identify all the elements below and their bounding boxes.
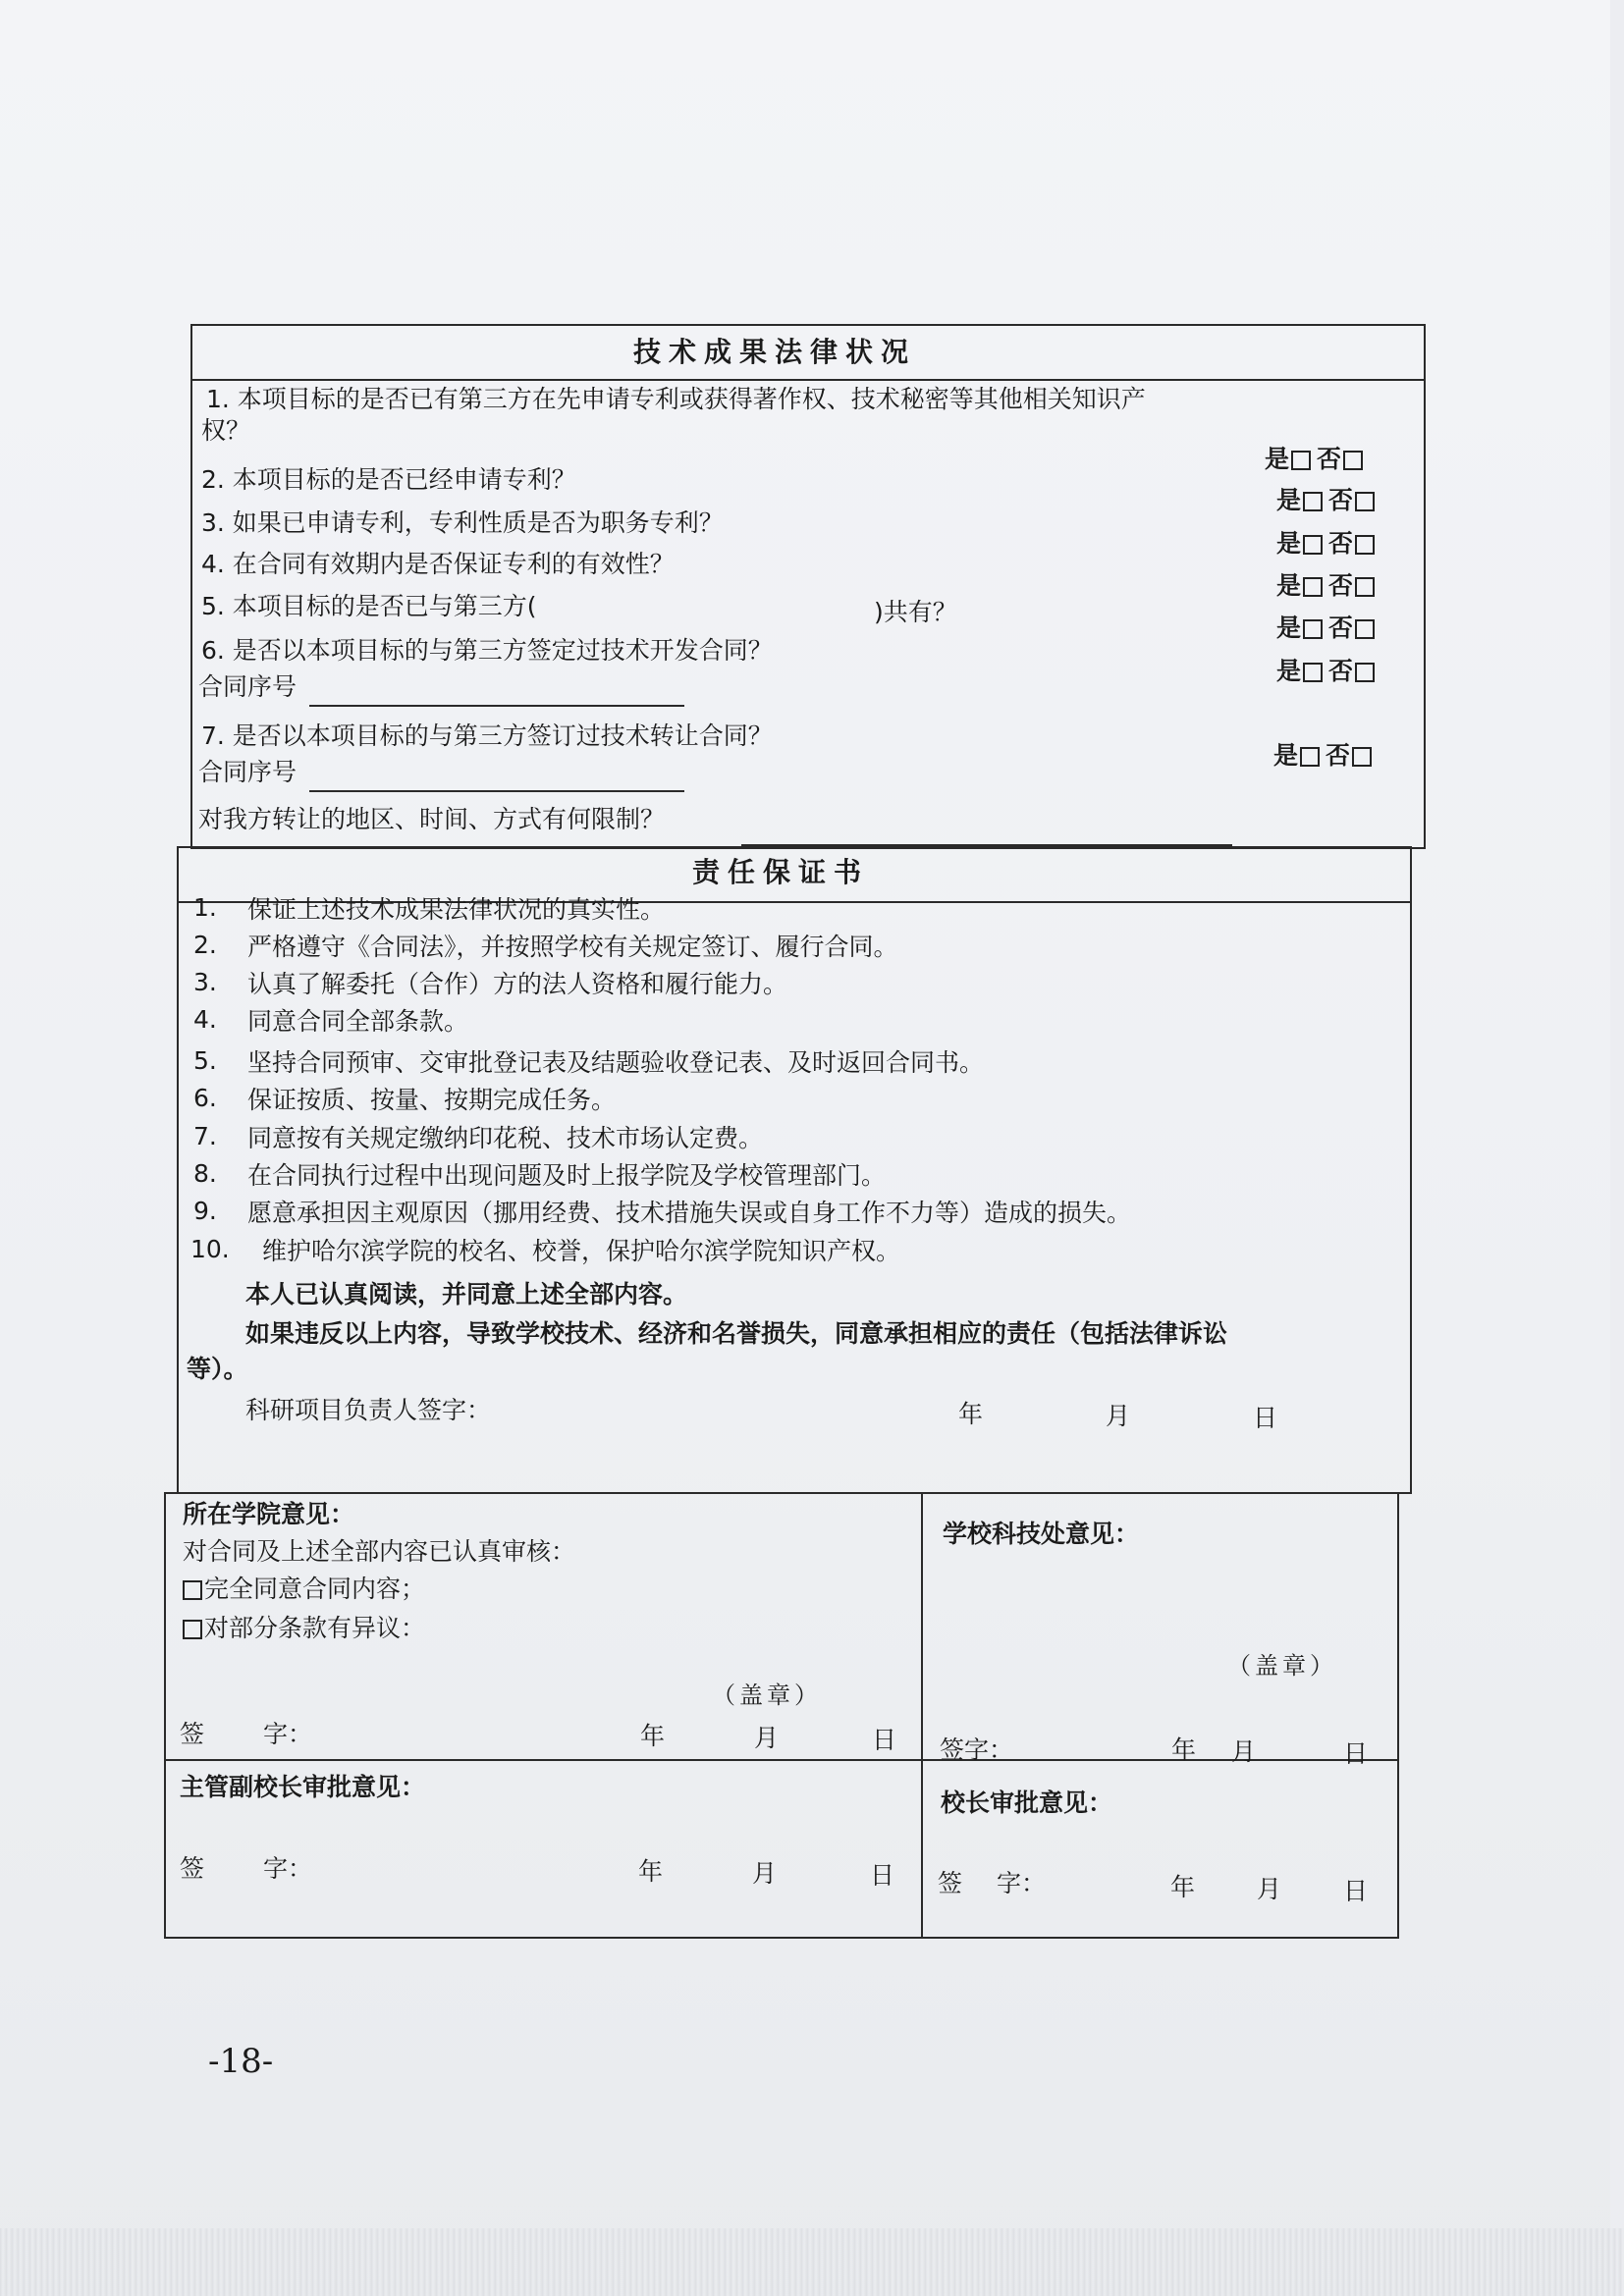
question-7-yes-no	[1273, 736, 1378, 772]
college-signature-label: 字：	[263, 1720, 313, 1748]
signature-date-day: 日	[1253, 1404, 1278, 1432]
list-item: 同意合同全部条款。	[247, 1007, 469, 1036]
yes-label: 是	[1276, 529, 1302, 558]
no-label: 否	[1328, 486, 1354, 514]
question-4: 4. 在合同有效期内是否保证专利的有效性？	[201, 550, 675, 578]
question-6-contract-no-field[interactable]	[309, 705, 684, 707]
legal-heading-divider	[190, 379, 1426, 381]
vice-president-date-month: 月	[752, 1859, 778, 1888]
signature-date-year: 年	[958, 1400, 984, 1428]
declaration-line-1: 本人已认真阅读，并同意上述全部内容。	[245, 1280, 688, 1308]
no-checkbox[interactable]	[1343, 451, 1363, 470]
no-checkbox[interactable]	[1355, 535, 1375, 555]
question-7: 7. 是否以本项目标的与第三方签订过技术转让合同？	[201, 721, 773, 750]
list-item: 愿意承担因主观原因（挪用经费、技术措施失误或自身工作不力等）造成的损失。	[247, 1199, 1132, 1227]
yes-checkbox[interactable]	[1291, 451, 1311, 470]
president-signature-label: 签	[938, 1869, 963, 1897]
list-item: 坚持合同预审、交审批登记表及结题验收登记表、及时返回合同书。	[247, 1048, 985, 1077]
president-opinion-title: 校长审批意见：	[941, 1789, 1113, 1817]
question-1-yes-no	[1265, 440, 1369, 475]
no-label: 否	[1326, 741, 1351, 770]
yes-checkbox[interactable]	[1303, 577, 1323, 597]
college-date-month: 月	[754, 1724, 780, 1752]
college-date-year: 年	[640, 1722, 666, 1750]
question-2-yes-no	[1276, 481, 1380, 516]
tech-office-date-month: 月	[1231, 1737, 1257, 1766]
college-date-day: 日	[872, 1726, 897, 1754]
agree-label: 完全同意合同内容；	[204, 1575, 426, 1603]
question-5-start: 5. 本项目标的是否已与第三方(	[201, 592, 537, 620]
yes-checkbox[interactable]	[1303, 492, 1323, 511]
guarantee-heading: 责任保证书	[692, 856, 870, 888]
approval-row-divider	[164, 1759, 1399, 1761]
president-date-month: 月	[1257, 1875, 1282, 1903]
question-3: 3. 如果已申请专利，专利性质是否为职务专利？	[201, 508, 724, 537]
yes-checkbox[interactable]	[1300, 747, 1320, 767]
tech-office-signature-label: 签字：	[940, 1735, 1014, 1764]
list-item-number: 4.	[193, 1005, 217, 1034]
no-label: 否	[1328, 529, 1354, 558]
question-6: 6. 是否以本项目标的与第三方签定过技术开发合同？	[201, 636, 773, 665]
no-checkbox[interactable]	[1352, 747, 1372, 767]
list-item: 严格遵守《合同法》，并按照学校有关规定签订、履行合同。	[247, 933, 898, 961]
no-label: 否	[1328, 614, 1354, 642]
page-number: -18-	[208, 2042, 274, 2081]
no-label: 否	[1328, 571, 1354, 600]
no-checkbox[interactable]	[1355, 663, 1375, 682]
list-item-number: 5.	[193, 1046, 217, 1075]
vice-president-signature-label: 字：	[263, 1854, 313, 1883]
tech-office-opinion-title: 学校科技处意见：	[943, 1520, 1140, 1548]
tech-office-date-day: 日	[1343, 1739, 1369, 1768]
list-item: 在合同执行过程中出现问题及时上报学院及学校管理部门。	[247, 1161, 887, 1190]
question-3-yes-no	[1276, 524, 1380, 560]
question-5-end: )共有？	[874, 598, 957, 626]
question-6-yes-no	[1276, 652, 1380, 687]
list-item-number: 8.	[193, 1159, 217, 1188]
president-signature-label: 字：	[997, 1869, 1047, 1897]
yes-label: 是	[1276, 657, 1302, 685]
yes-label: 是	[1276, 614, 1302, 642]
president-date-year: 年	[1170, 1873, 1196, 1901]
college-signature-label: 签	[180, 1720, 205, 1748]
question-6-contract-no-label: 合同序号	[198, 672, 298, 701]
no-checkbox[interactable]	[1355, 492, 1375, 511]
tech-office-stamp-label: （盖章）	[1227, 1652, 1337, 1680]
list-item-number: 2.	[193, 931, 217, 959]
question-1-line-2: 权？	[201, 416, 251, 445]
legal-status-heading: 技术成果法律状况	[633, 336, 917, 368]
objection-label: 对部分条款有异议：	[204, 1614, 426, 1642]
declaration-line-3: 等）。	[187, 1355, 248, 1383]
question-7-contract-no-label: 合同序号	[198, 758, 298, 786]
list-item-number: 6.	[193, 1084, 217, 1112]
approval-center-divider	[921, 1492, 923, 1939]
list-item: 保证上述技术成果法律状况的真实性。	[247, 895, 666, 924]
college-option-objection	[183, 1614, 425, 1643]
project-leader-signature-label: 科研项目负责人签字：	[245, 1396, 492, 1424]
college-opinion-title: 所在学院意见：	[183, 1500, 355, 1528]
no-checkbox[interactable]	[1355, 619, 1375, 639]
yes-label: 是	[1273, 741, 1299, 770]
vice-president-opinion-title: 主管副校长审批意见：	[180, 1773, 426, 1801]
question-1-line-1: 1. 本项目标的是否已有第三方在先申请专利或获得著作权、技术秘密等其他相关知识产	[206, 385, 1146, 413]
question-5-yes-no	[1276, 609, 1380, 644]
agree-checkbox[interactable]	[183, 1580, 202, 1600]
no-checkbox[interactable]	[1355, 577, 1375, 597]
objection-checkbox[interactable]	[183, 1620, 202, 1639]
signature-date-month: 月	[1106, 1402, 1131, 1430]
scan-bottom-edge	[0, 2228, 1624, 2296]
college-review-statement: 对合同及上述全部内容已认真审核：	[183, 1537, 576, 1566]
list-item: 认真了解委托（合作）方的法人资格和履行能力。	[247, 970, 788, 998]
vice-president-date-year: 年	[638, 1857, 664, 1886]
list-item: 维护哈尔滨学院的校名、校誉，保护哈尔滨学院知识产权。	[262, 1237, 901, 1265]
yes-label: 是	[1276, 486, 1302, 514]
tech-office-date-year: 年	[1171, 1735, 1197, 1764]
yes-label: 是	[1265, 445, 1290, 473]
list-item-number: 3.	[193, 968, 217, 996]
no-label: 否	[1328, 657, 1354, 685]
president-date-day: 日	[1343, 1877, 1369, 1905]
list-item-number: 9.	[193, 1197, 217, 1225]
list-item: 同意按有关规定缴纳印花税、技术市场认定费。	[247, 1124, 764, 1152]
no-label: 否	[1317, 445, 1342, 473]
vice-president-date-day: 日	[870, 1861, 895, 1890]
college-stamp-label: （盖章）	[712, 1682, 822, 1709]
yes-checkbox[interactable]	[1303, 663, 1323, 682]
list-item-number: 1.	[193, 893, 217, 922]
yes-label: 是	[1276, 571, 1302, 600]
question-2: 2. 本项目标的是否已经申请专利？	[201, 465, 576, 494]
list-item: 保证按质、按量、按期完成任务。	[247, 1086, 617, 1114]
vice-president-signature-label: 签	[180, 1854, 205, 1883]
list-item-number: 10.	[190, 1235, 230, 1263]
question-7-contract-no-field[interactable]	[309, 790, 684, 792]
question-4-yes-no	[1276, 566, 1380, 602]
declaration-line-2: 如果违反以上内容，导致学校技术、经济和名誉损失，同意承担相应的责任（包括法律诉讼	[245, 1319, 1228, 1348]
yes-checkbox[interactable]	[1303, 535, 1323, 555]
college-option-agree	[183, 1575, 425, 1604]
list-item-number: 7.	[193, 1122, 217, 1150]
yes-checkbox[interactable]	[1303, 619, 1323, 639]
restriction-question: 对我方转让的地区、时间、方式有何限制？	[198, 805, 666, 833]
